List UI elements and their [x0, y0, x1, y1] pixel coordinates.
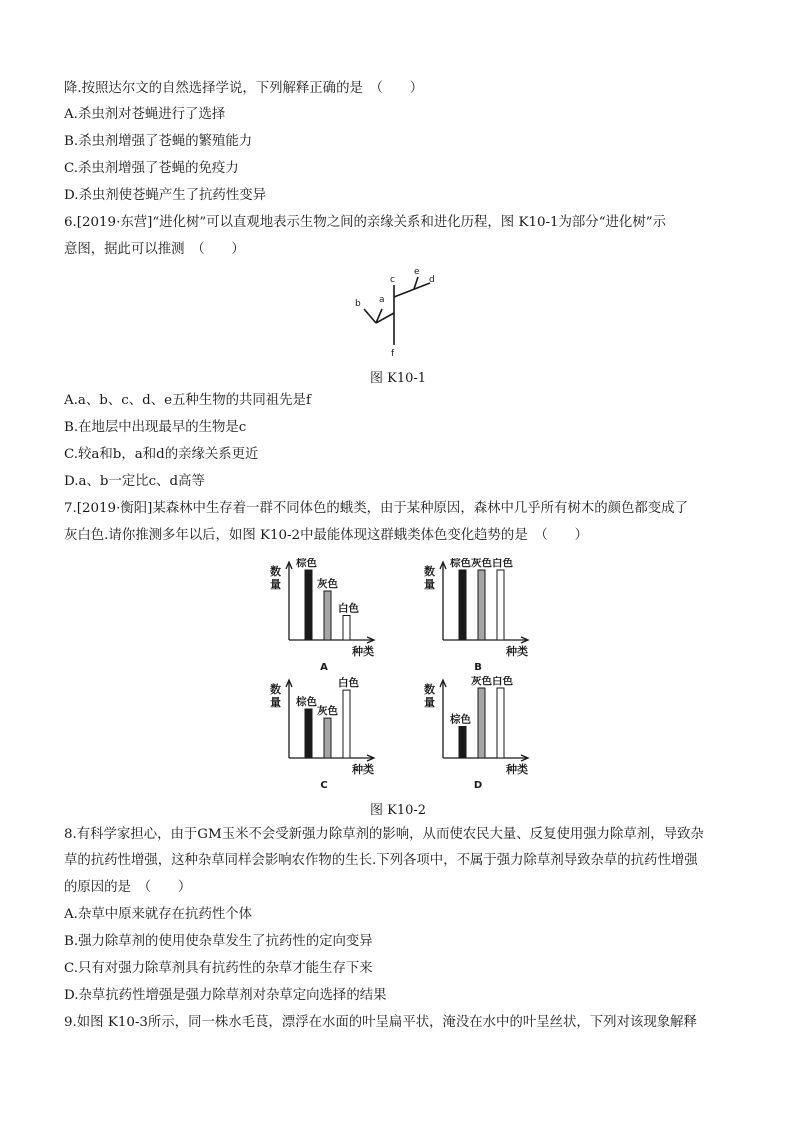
y-axis-label: 数 — [424, 683, 435, 696]
bar-label: 白色 — [492, 676, 513, 687]
bar-chart-d — [416, 676, 536, 791]
q8-stem-line-1: 8.有科学家担心，由于GM玉米不会受新强力除草剂的影响，从而使农民大量、反复使用强力除草剂，导致杂 — [64, 827, 704, 842]
panel-letter: B — [474, 662, 482, 673]
q7-stem-line-2: 灰白色.请你推测多年以后，如图 K10-2中最能体现这群蛾类体色变化趋势的是 （ ） — [64, 528, 588, 543]
bar-label: 灰色 — [317, 578, 338, 590]
bar-brown — [459, 570, 466, 640]
bar-label: 棕色 — [450, 713, 471, 726]
x-axis-label: 种类 — [352, 645, 374, 658]
bar-brown — [305, 709, 312, 758]
tree-label-e: e — [414, 267, 420, 277]
bar-gray — [324, 591, 331, 640]
bar-label: 白色 — [338, 602, 359, 615]
bar-white — [497, 570, 504, 640]
q8-option-a: A.杂草中原来就存在抗药性个体 — [64, 907, 253, 922]
q6-stem-line-1: 6.[2019·东营]“进化树”可以直观地表示生物之间的亲缘关系和进化历程，图 K10-1为部分“进化树”示 — [64, 215, 666, 230]
bar-brown — [305, 570, 312, 640]
q7-stem-line-1: 7.[2019·衡阳]某森林中生存着一群不同体色的蛾类，由于某种原因，森林中几乎所有树木的颜色都变成了 — [64, 501, 688, 516]
figure-caption-k10-2: 图 K10-2 — [370, 803, 427, 818]
tree-label-f: f — [391, 349, 395, 359]
q8-option-c: C.只有对强力除草剂具有抗药性的杂草才能生存下来 — [64, 961, 373, 976]
tree-branch-right — [394, 283, 430, 297]
bar-brown — [459, 727, 466, 759]
q8-stem-line-3: 的原因的是 （ ） — [64, 880, 192, 895]
bar-chart-b — [416, 558, 536, 673]
bar-chart-a — [262, 558, 382, 673]
q5-option-b: B.杀虫剂增强了苍蝇的繁殖能力 — [64, 134, 253, 149]
bar-label: 棕色 — [296, 558, 317, 569]
bar-gray — [478, 688, 485, 758]
tree-label-c: c — [390, 275, 395, 285]
q6-option-d: D.a、b一定比c、d高等 — [64, 474, 205, 489]
q8-option-d: D.杂草抗药性增强是强力除草剂对杂草定向选择的结果 — [64, 988, 387, 1003]
q6-option-c: C.较a和b，a和d的亲缘关系更近 — [64, 447, 259, 462]
evolution-tree-figure — [350, 265, 450, 360]
bar-label: 灰色 — [317, 705, 338, 718]
q8-option-b: B.强力除草剂的使用使杂草发生了抗药性的定向变异 — [64, 934, 373, 949]
panel-letter: A — [320, 662, 328, 673]
x-axis-label: 种类 — [506, 645, 528, 658]
q5-option-a: A.杀虫剂对苍蝇进行了选择 — [64, 107, 226, 122]
y-axis-label: 数 — [424, 565, 435, 578]
q5-option-c: C.杀虫剂增强了苍蝇的免疫力 — [64, 161, 239, 176]
bar-chart-c — [262, 676, 382, 791]
y-axis-label: 量 — [424, 696, 435, 709]
tree-label-a: a — [379, 295, 385, 305]
y-axis-label: 数 — [270, 683, 281, 696]
q8-stem-line-2: 草的抗药性增强，这种杂草同样会影响农作物的生长.下列各项中，不属于强力除草剂导致杂草的抗药性增强 — [64, 853, 698, 868]
y-axis-label: 量 — [424, 578, 435, 591]
panel-letter: C — [320, 780, 328, 791]
x-axis-label: 种类 — [352, 763, 374, 776]
q6-stem-line-2: 意图，据此可以推测 （ ） — [64, 242, 245, 257]
y-axis-label: 数 — [270, 565, 281, 578]
tree-label-d: d — [429, 275, 435, 285]
x-axis-label: 种类 — [506, 763, 528, 776]
tree-branch-b — [364, 309, 376, 323]
bar-white — [497, 688, 504, 758]
bar-label: 棕色 — [296, 696, 317, 708]
y-axis-label: 量 — [270, 578, 281, 591]
bar-label: 白色 — [338, 677, 359, 690]
bar-white — [343, 690, 350, 758]
q6-option-a: A.a、b、c、d、e五种生物的共同祖先是f — [64, 393, 311, 408]
tree-label-b: b — [355, 299, 361, 309]
panel-letter: D — [473, 780, 483, 791]
bar-gray — [324, 718, 331, 758]
bar-label: 棕色 — [450, 558, 471, 569]
q5-option-d: D.杀虫剂使苍蝇产生了抗药性变异 — [64, 188, 266, 203]
bar-label: 灰色 — [471, 676, 492, 687]
q5-stem-tail: 降.按照达尔文的自然选择学说，下列解释正确的是 （ ） — [64, 81, 424, 96]
figure-caption-k10-1: 图 K10-1 — [370, 371, 427, 386]
q6-option-b: B.在地层中出现最早的生物是c — [64, 420, 247, 435]
bar-label: 白色 — [492, 558, 513, 569]
bar-label: 灰色 — [471, 558, 492, 569]
bar-white — [343, 616, 350, 641]
bar-gray — [478, 570, 485, 640]
y-axis-label: 量 — [270, 696, 281, 709]
q9-stem-line-1: 9.如图 K10-3所示，同一株水毛茛，漂浮在水面的叶呈扁平状，淹没在水中的叶呈丝状，下列对该现象解释 — [64, 1015, 697, 1030]
